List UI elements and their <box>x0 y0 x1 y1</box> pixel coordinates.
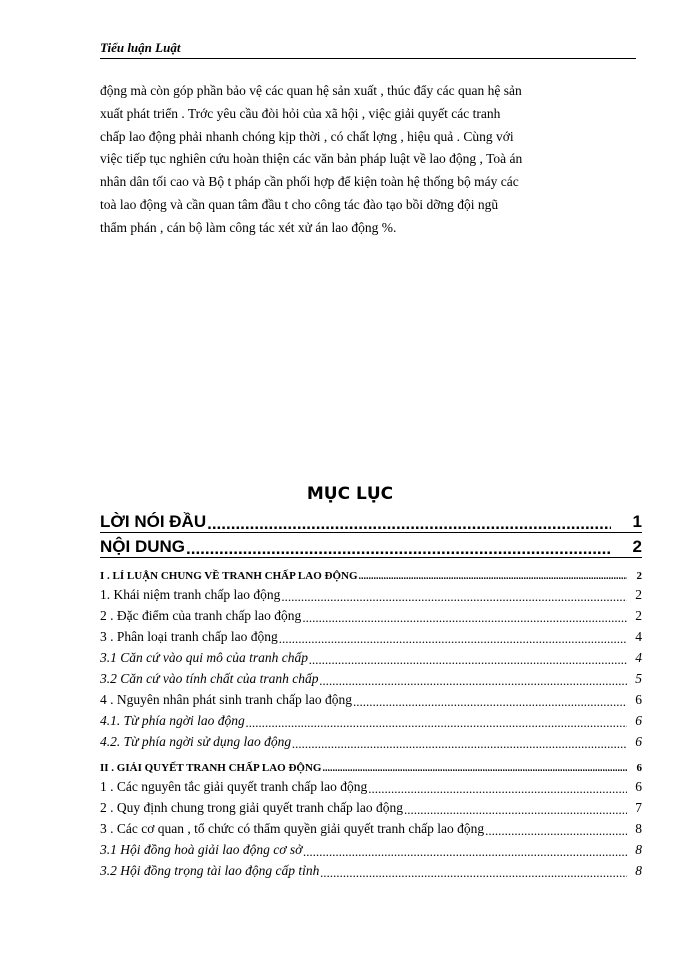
toc-entry-label: 2 . Đặc điểm của tranh chấp lao động <box>100 608 302 623</box>
toc-leader-dots <box>319 674 627 687</box>
toc-entry-label: NỘI DUNG <box>100 537 185 556</box>
toc-entry-label: 3.1 Căn cứ vào qui mô của tranh chấp <box>100 650 308 665</box>
toc-leader-dots <box>186 540 611 557</box>
toc-entry-label: 4.1. Từ phía ngời lao động <box>100 713 245 728</box>
toc-entry[interactable] <box>100 624 642 645</box>
paragraph-line: việc tiếp tục nghiên cứu hoàn thiện các văn bản pháp luật về lao động , Toà án <box>100 151 523 167</box>
toc-leader-dots <box>485 824 627 837</box>
toc-entry-page: 6 <box>635 692 642 707</box>
toc-leader-dots <box>303 845 627 858</box>
toc-entry-page: 8 <box>635 821 642 836</box>
toc-entry[interactable] <box>100 687 642 708</box>
toc-entry-label: LỜI NÓI ĐẦU <box>100 512 207 531</box>
toc-leader-dots <box>292 737 627 750</box>
paragraph-line: xuất phát triển . Trớc yêu cầu đòi hỏi của xã hội , việc giải quyết các tranh <box>100 105 501 121</box>
toc-entry-label: 3.1 Hội đồng hoà giải lao động cơ sở <box>100 842 303 857</box>
toc-entry-page: 8 <box>635 863 642 878</box>
page-header <box>100 40 636 59</box>
toc-entry-label: 4.2. Từ phía ngời sử dụng lao động <box>100 734 292 749</box>
toc-entry[interactable] <box>100 795 642 816</box>
toc-entry-label: 3.2 Hội đồng trọng tài lao động cấp tỉnh <box>100 863 320 878</box>
toc-entry-page: 2 <box>632 537 642 556</box>
toc-entry-page: 6 <box>635 779 642 794</box>
toc-entry-page: 6 <box>635 713 642 728</box>
toc-subentry[interactable] <box>100 666 642 687</box>
paragraph-line: động mà còn góp phần bảo vệ các quan hệ sản xuất , thúc đẩy các quan hệ sản <box>100 83 522 98</box>
toc-entry[interactable] <box>100 533 642 558</box>
toc-subentry[interactable] <box>100 858 642 879</box>
toc-leader-dots <box>353 695 627 708</box>
toc-entry-label: 1. Khái niệm tranh chấp lao động <box>100 587 281 602</box>
toc-entry[interactable] <box>100 816 642 837</box>
toc-entry[interactable] <box>100 582 642 603</box>
toc-subentry[interactable] <box>100 837 642 858</box>
toc-leader-dots <box>302 611 627 624</box>
table-of-contents <box>100 508 642 879</box>
toc-entry[interactable] <box>100 774 642 795</box>
toc-leader-dots <box>309 653 627 666</box>
toc-entry-page: 5 <box>635 671 642 686</box>
toc-leader-dots <box>207 515 611 532</box>
toc-entry-page: 2 <box>635 587 642 602</box>
toc-entry-label: 2 . Quy định chung trong giải quyết tranh chấp lao động <box>100 800 403 815</box>
toc-section-entry[interactable] <box>100 564 642 582</box>
toc-entry-label: 3 . Các cơ quan , tổ chức có thẩm quyền giải quyết tranh chấp lao động <box>100 821 485 836</box>
toc-entry[interactable] <box>100 603 642 624</box>
toc-leader-dots <box>359 572 627 582</box>
toc-leader-dots <box>368 782 627 795</box>
toc-entry-page: 4 <box>635 650 642 665</box>
toc-entry-page: 1 <box>632 512 642 531</box>
toc-entry-label: 4 . Nguyên nhân phát sinh tranh chấp lao động <box>100 692 352 707</box>
toc-entry-label: I . LÍ LUẬN CHUNG VỀ TRANH CHẤP LAO ĐỘNG <box>100 570 358 582</box>
toc-subentry[interactable] <box>100 729 642 750</box>
toc-entry-label: II . GIẢI QUYẾT TRANH CHẤP LAO ĐỘNG <box>100 762 322 774</box>
toc-leader-dots <box>246 716 627 729</box>
toc-entry-label: 3.2 Căn cứ vào tính chất của tranh chấp <box>100 671 319 686</box>
toc-leader-dots <box>404 803 627 816</box>
body-paragraph <box>100 80 620 240</box>
toc-leader-dots <box>281 590 627 603</box>
toc-entry-page: 6 <box>636 762 642 774</box>
paragraph-line: toà lao động và cần quan tâm đầu t cho công tác đào tạo bồi dỡng đội ngũ <box>100 196 499 212</box>
toc-entry-label: 1 . Các nguyên tắc giải quyết tranh chấp lao động <box>100 779 368 794</box>
toc-entry-page: 7 <box>635 800 642 815</box>
toc-leader-dots <box>320 866 627 879</box>
toc-entry-page: 2 <box>636 570 642 582</box>
toc-entry[interactable] <box>100 508 642 533</box>
toc-entry-page: 2 <box>635 608 642 623</box>
toc-entry-page: 4 <box>635 629 642 644</box>
toc-title: MỤC LỤC <box>306 484 394 504</box>
header-title: Tiểu luận Luật <box>100 40 181 55</box>
paragraph-line: chấp lao động phải nhanh chóng kịp thời , có chất lợng , hiệu quả . Cùng với <box>100 128 514 144</box>
toc-entry-page: 6 <box>635 734 642 749</box>
toc-entry-page: 8 <box>635 842 642 857</box>
toc-section-entry[interactable] <box>100 756 642 774</box>
toc-subentry[interactable] <box>100 645 642 666</box>
paragraph-line: nhân dân tối cao và Bộ t pháp cần phối hợp để kiện toàn hệ thống bộ máy các <box>100 174 519 190</box>
toc-leader-dots <box>322 764 627 774</box>
toc-entry-label: 3 . Phân loại tranh chấp lao động <box>100 629 278 644</box>
paragraph-line: thẩm phán , cán bộ làm công tác xét xử án lao động %. <box>100 219 397 235</box>
toc-subentry[interactable] <box>100 708 642 729</box>
toc-leader-dots <box>279 632 627 645</box>
